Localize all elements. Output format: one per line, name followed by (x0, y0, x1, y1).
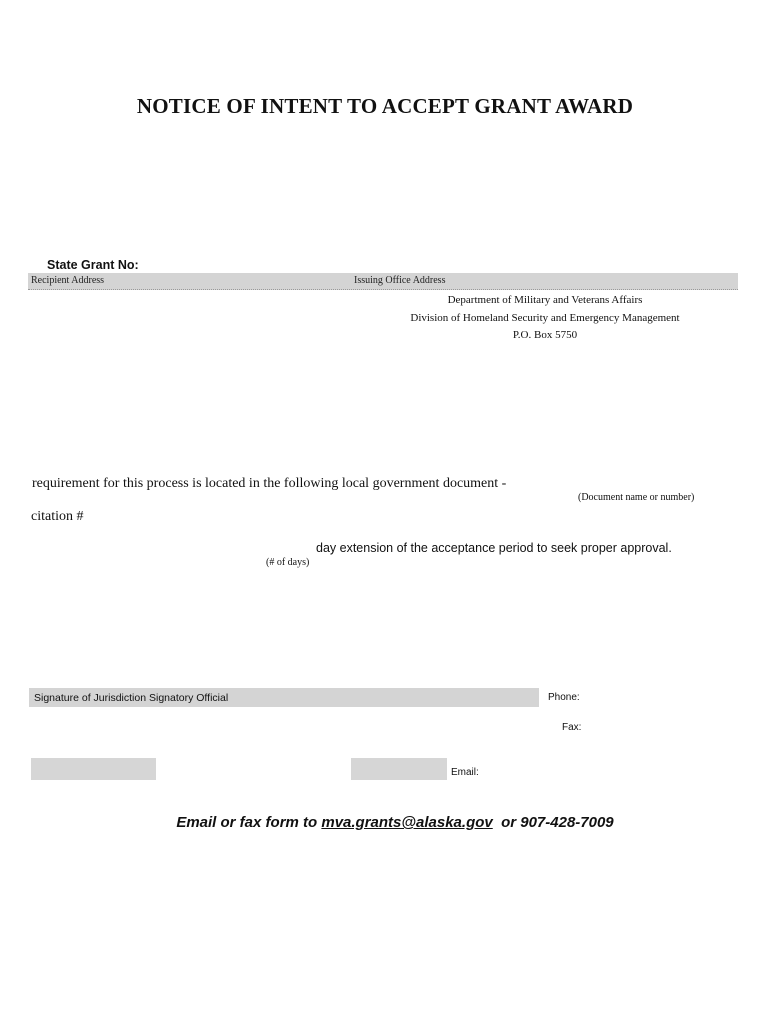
issuing-address-line-3: P.O. Box 5750 (512, 329, 578, 341)
footer-suffix: or 907-428-7009 (492, 814, 614, 831)
extension-text: day extension of the acceptance period to seek proper approval. (316, 541, 672, 555)
footer-prefix: Email or fax form to (176, 814, 322, 831)
fax-label: Fax: (562, 722, 582, 733)
page-title: NOTICE OF INTENT TO ACCEPT GRANT AWARD (136, 94, 634, 118)
document-hint: (Document name or number) (578, 492, 695, 503)
citation-label: citation # (31, 509, 84, 524)
phone-label: Phone: (548, 692, 580, 703)
email-label: Email: (451, 767, 479, 778)
name-field[interactable] (31, 758, 156, 780)
days-hint: (# of days) (266, 557, 310, 568)
requirement-text: requirement for this process is located in the following local government document - (32, 476, 507, 491)
state-grant-label: State Grant No: (47, 258, 139, 272)
email-link[interactable]: mva.grants@alaska.gov (321, 814, 493, 831)
recipient-address-label: Recipient Address (31, 275, 105, 286)
issuing-office-label: Issuing Office Address (354, 275, 446, 286)
date-field[interactable] (351, 758, 447, 780)
issuing-address-line-1: Department of Military and Veterans Affairs (447, 294, 643, 306)
submission-instructions (0, 814, 770, 831)
issuing-address-line-2: Division of Homeland Security and Emergency Management (410, 312, 680, 324)
signature-label: Signature of Jurisdiction Signatory Official (34, 692, 229, 704)
